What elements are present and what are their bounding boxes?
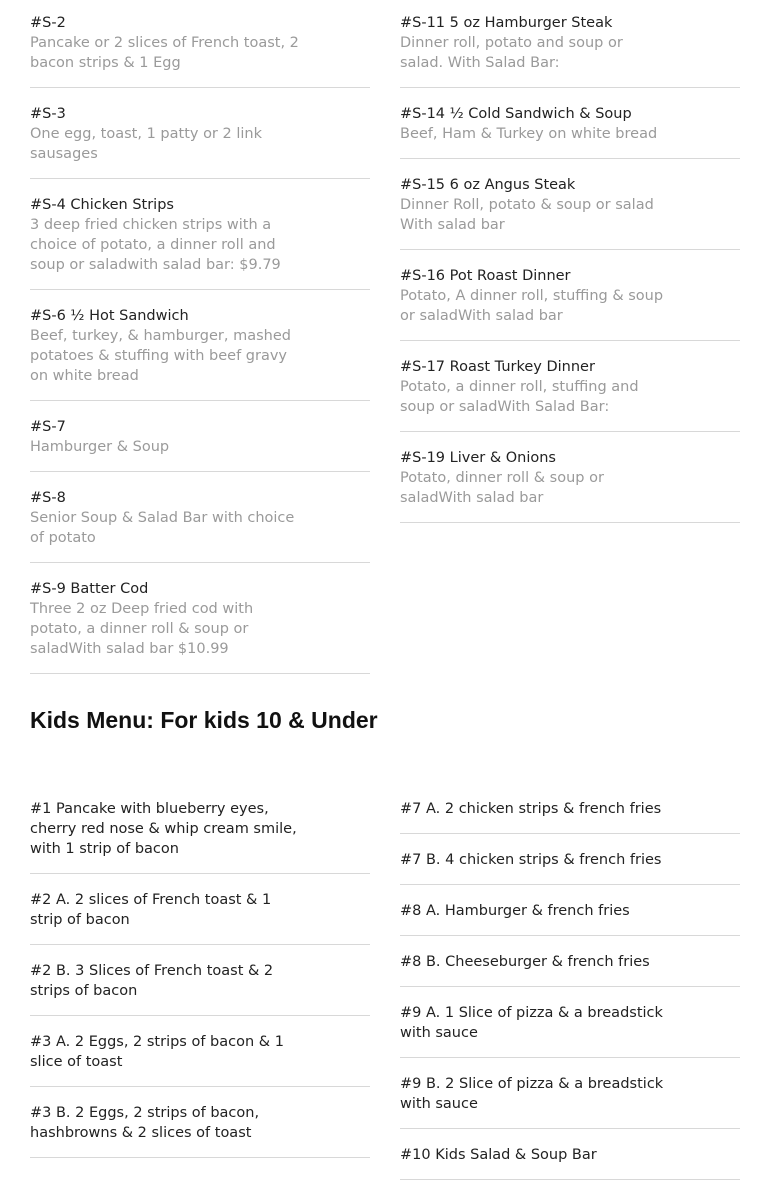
- item-name: #8 A. Hamburger & french fries: [400, 903, 630, 919]
- menu-item: [400, 1003, 740, 1058]
- item-description: Senior Soup & Salad Bar with choice of potato: [30, 510, 295, 546]
- item-description: Dinner roll, potato and soup or salad. With Salad Bar:: [400, 35, 623, 71]
- item-description: One egg, toast, 1 patty or 2 link sausages: [30, 126, 262, 162]
- senior-menu-columns: [30, 13, 740, 690]
- menu-item: [400, 357, 740, 432]
- item-name: #3 A. 2 Eggs, 2 strips of bacon & 1 slice of toast: [30, 1034, 284, 1070]
- item-description: Dinner Roll, potato & soup or salad With salad bar: [400, 197, 654, 233]
- item-description: 3 deep fried chicken strips with a choice of potato, a dinner roll and soup or saladwith salad bar: $9.79: [30, 217, 281, 273]
- item-description: Beef, turkey, & hamburger, mashed potatoes & stuffing with beef gravy on white bread: [30, 328, 291, 384]
- menu-item: [400, 901, 740, 936]
- menu-item: [400, 175, 740, 250]
- item-description: Beef, Ham & Turkey on white bread: [400, 126, 658, 142]
- menu-item: [400, 1074, 740, 1129]
- item-name: #S-16 Pot Roast Dinner: [400, 268, 571, 284]
- item-name: #3 B. 2 Eggs, 2 strips of bacon, hashbrowns & 2 slices of toast: [30, 1105, 260, 1141]
- item-name: #9 A. 1 Slice of pizza & a breadstick with sauce: [400, 1005, 663, 1041]
- menu-item: [30, 104, 370, 179]
- menu-item: [400, 799, 740, 834]
- item-name: #7 A. 2 chicken strips & french fries: [400, 801, 662, 817]
- item-name: #S-4 Chicken Strips: [30, 197, 174, 213]
- kids-menu-columns: [30, 799, 740, 1196]
- menu-item: [30, 1032, 370, 1087]
- menu-item: [400, 266, 740, 341]
- item-name: #2 B. 3 Slices of French toast & 2 strips of bacon: [30, 963, 274, 999]
- item-name: #8 B. Cheeseburger & french fries: [400, 954, 650, 970]
- item-name: #S-8: [30, 490, 66, 506]
- menu-item: [400, 104, 740, 159]
- menu-item: [400, 1145, 740, 1180]
- item-name: #10 Kids Salad & Soup Bar: [400, 1147, 597, 1163]
- item-name: #S-9 Batter Cod: [30, 581, 149, 597]
- item-name: #S-19 Liver & Onions: [400, 450, 556, 466]
- menu-item: [30, 890, 370, 945]
- senior-menu-left-column: [30, 13, 370, 690]
- item-name: #S-14 ½ Cold Sandwich & Soup: [400, 106, 632, 122]
- item-name: #7 B. 4 chicken strips & french fries: [400, 852, 662, 868]
- menu-item: [30, 1103, 370, 1158]
- item-description: Potato, A dinner roll, stuffing & soup or saladWith salad bar: [400, 288, 664, 324]
- menu-item: [30, 799, 370, 874]
- item-description: Potato, dinner roll & soup or saladWith salad bar: [400, 470, 604, 506]
- kids-menu-title: Kids Menu: For kids 10 & Under: [30, 707, 378, 733]
- menu-item: [400, 850, 740, 885]
- menu-item: [30, 13, 370, 88]
- kids-menu-left-column: [30, 799, 370, 1196]
- senior-menu-right-column: [400, 13, 740, 690]
- kids-menu-right-column: [400, 799, 740, 1196]
- item-description: Potato, a dinner roll, stuffing and soup or saladWith Salad Bar:: [400, 379, 639, 415]
- item-name: #S-6 ½ Hot Sandwich: [30, 308, 189, 324]
- item-name: #S-15 6 oz Angus Steak: [400, 177, 576, 193]
- item-description: Hamburger & Soup: [30, 439, 170, 455]
- item-description: Three 2 oz Deep fried cod with potato, a dinner roll & soup or saladWith salad bar $10.99: [30, 601, 254, 657]
- menu-item: [400, 952, 740, 987]
- item-name: #S-2: [30, 15, 66, 31]
- menu-item: [30, 961, 370, 1016]
- menu-item: [30, 488, 370, 563]
- item-description: Pancake or 2 slices of French toast, 2 bacon strips & 1 Egg: [30, 35, 299, 71]
- item-name: #S-17 Roast Turkey Dinner: [400, 359, 595, 375]
- menu-item: [400, 448, 740, 523]
- menu-item: [30, 417, 370, 472]
- item-name: #2 A. 2 slices of French toast & 1 strip of bacon: [30, 892, 272, 928]
- menu-item: [30, 195, 370, 290]
- menu-item: [30, 579, 370, 674]
- item-name: #9 B. 2 Slice of pizza & a breadstick with sauce: [400, 1076, 664, 1112]
- item-name: #S-3: [30, 106, 66, 122]
- item-name: #S-7: [30, 419, 66, 435]
- menu-item: [400, 13, 740, 88]
- menu-item: [30, 306, 370, 401]
- item-name: #S-11 5 oz Hamburger Steak: [400, 15, 613, 31]
- item-name: #1 Pancake with blueberry eyes, cherry red nose & whip cream smile, with 1 strip of bacon: [30, 801, 297, 857]
